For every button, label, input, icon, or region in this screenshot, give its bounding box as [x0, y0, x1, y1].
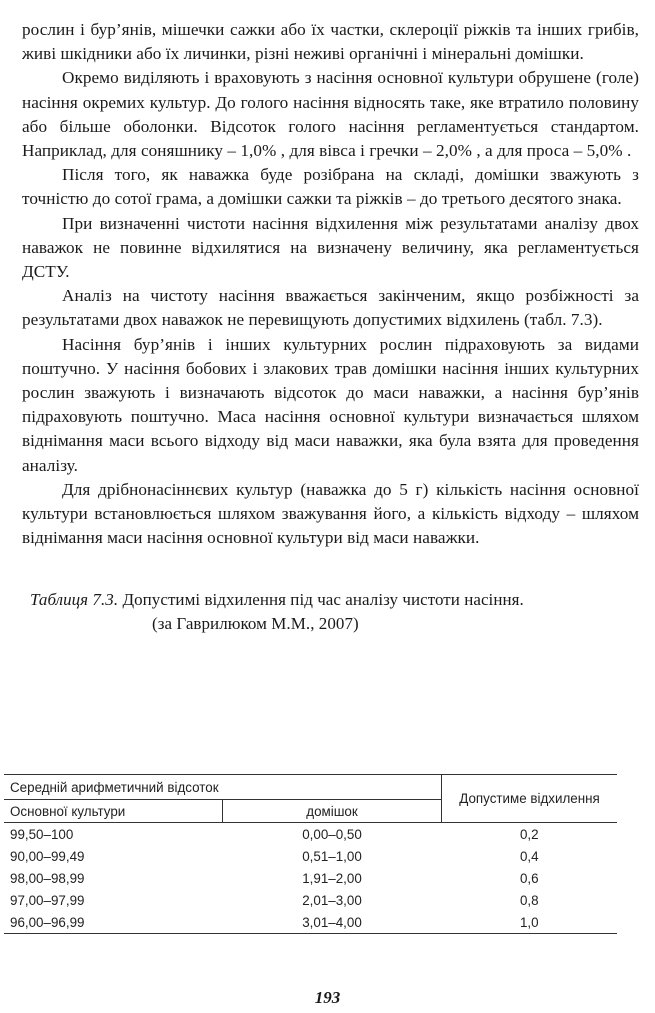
- cell-main-crop: 90,00–99,49: [10, 848, 85, 864]
- cell-deviation: 0,4: [519, 848, 539, 864]
- header-impurities: домішок: [223, 800, 442, 823]
- paragraph: Для дрібнонасіннєвих культур (наважка до 5 г) кількість насіння основної культури встановлюється шляхом зважування його, а кількість відходу – шляхом віднімання маси насіння основної культури від маси наважки.: [22, 479, 639, 548]
- table-header-row: [4, 775, 617, 800]
- paragraph: рослин і бур’янів, мішечки сажки або їх частки, склероції ріжків та інших грибів, живі шкідники або їх личинки, різні неживі органічні і мінеральні домішки.: [22, 20, 639, 64]
- cell-main-crop: 97,00–97,99: [10, 892, 85, 908]
- table-row: [4, 823, 617, 846]
- cell-deviation: 0,8: [519, 892, 539, 908]
- table-row: [4, 911, 617, 934]
- paragraph: Аналіз на чистоту насіння вважається закінченим, якщо розбіжності за результатами двох наважок не перевищують допустимих відхилень (табл. 7.3).: [22, 286, 639, 330]
- paragraph: Після того, як наважка буде розібрана на складі, домішки зважують з точністю до сотої грама, а домішки сажки та ріжків – до третього десятого знака.: [22, 165, 639, 209]
- cell-deviation: 0,6: [519, 870, 539, 886]
- table-row: [4, 889, 617, 911]
- paragraph: Насіння бур’янів і інших культурних рослин підраховують за видами поштучно. У насіння бобових і злакових трав домішки насіння інших культурних рослин зважують і визначають відсоток до маси наважки, а насіння бур’янів підраховують поштучно. Маса насіння основної культури визначається шляхом віднімання маси всього відходу від маси наважки, яка була взята для проведення аналізу.: [22, 334, 639, 475]
- cell-main-crop: 99,50–100: [10, 826, 74, 842]
- table-row: [4, 845, 617, 867]
- cell-main-crop: 98,00–98,99: [10, 870, 85, 886]
- table-caption: [22, 588, 639, 636]
- deviation-table: [4, 774, 617, 934]
- header-mean-percent: Середній арифметичний відсоток: [4, 775, 442, 800]
- cell-impurities: 1,91–2,00: [302, 870, 362, 886]
- table-row: [4, 867, 617, 889]
- table-label: Таблиця 7.3.: [30, 590, 119, 610]
- paragraph: При визначенні чистоти насіння відхилення між результатами аналізу двох наважок не повинне відхилятися на визначену величину, яка регламентується ДСТУ.: [22, 213, 639, 282]
- page-number: 193: [314, 988, 341, 1007]
- table-title: Допустимі відхилення під час аналізу чистоти насіння.: [122, 590, 524, 610]
- paragraph: Окремо виділяють і враховують з насіння основної культури обрушене (голе) насіння окремих культур. До голого насіння відносять таке, яке втратило половину або більше оболонки. Відсоток голого насіння регламентується стандартом. Наприклад, для соняшнику – 1,0% , для вівса і гречки – 2,0% , а для проса – 5,0% .: [22, 68, 639, 161]
- table-source: (за Гаврилюком М.М., 2007): [152, 614, 359, 634]
- cell-main-crop: 96,00–96,99: [4, 911, 223, 934]
- table-caption-line: [22, 588, 639, 612]
- cell-impurities: 0,00–0,50: [302, 826, 362, 842]
- header-main-crop: Основної культури: [4, 800, 223, 823]
- page-body: [22, 18, 639, 636]
- cell-impurities: 0,51–1,00: [302, 848, 362, 864]
- cell-impurities: 3,01–4,00: [223, 911, 442, 934]
- cell-deviation: 1,0: [442, 911, 618, 934]
- header-allowed-deviation: Допустиме відхилення: [442, 775, 618, 823]
- cell-impurities: 2,01–3,00: [302, 892, 362, 908]
- cell-deviation: 0,2: [519, 826, 539, 842]
